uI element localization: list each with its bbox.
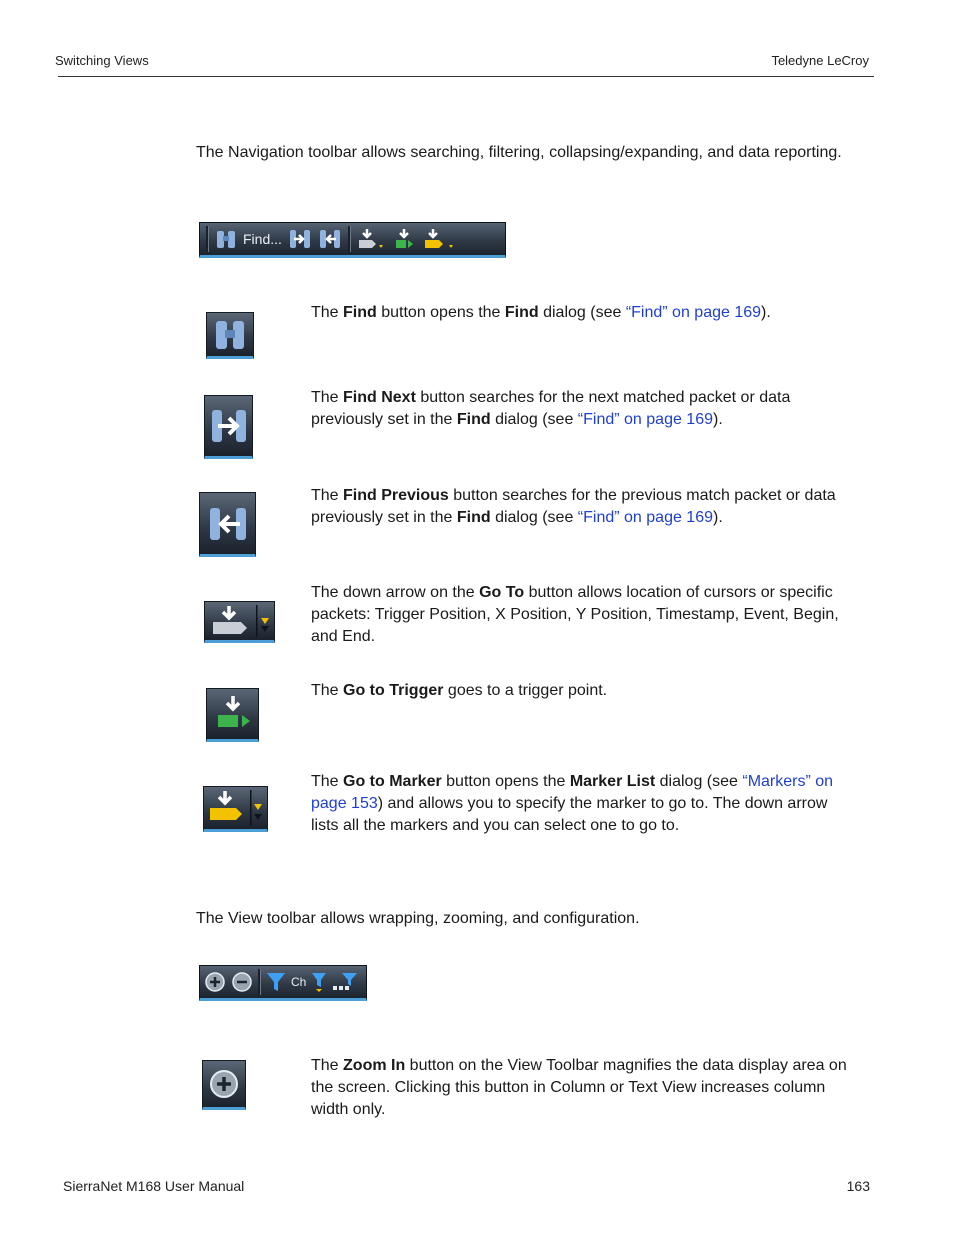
find-description [311,302,851,324]
term-find: Find [456,411,491,428]
running-header-section: Switching Views [55,53,149,68]
zoom-in-icon [208,1068,240,1100]
text-run: ). [761,304,771,321]
go-to-icon[interactable] [357,227,387,251]
navigation-intro: The Navigation toolbar allows searching, filtering, collapsing/expanding, and data reporting. [196,144,842,161]
term-find-next: Find Next [343,389,416,406]
text-run: ) and allows you to specify the marker to go to. The down arrow lists all the markers and you can select one to go to. [311,795,828,834]
go-to-icon [207,603,273,639]
find-label[interactable]: Find... [243,231,282,247]
term-go-to: Go To [479,584,525,601]
find-next-button-image [204,395,253,459]
find-next-icon[interactable] [288,228,312,250]
navigation-toolbar [199,222,506,258]
go-to-marker-icon [206,788,266,828]
channel-filter-label[interactable]: Ch [291,975,307,989]
term-zoom-in: Zoom In [343,1057,406,1074]
page-number: 163 [846,1178,870,1194]
find-next-icon [209,406,249,446]
term-find: Find [456,509,491,526]
toolbar-grip [206,226,209,252]
text-run: button opens the [376,304,505,321]
go-to-trigger-description [311,680,851,702]
go-to-trigger-icon [212,693,254,735]
text-run: The [311,304,344,321]
footer-manual-title: SierraNet M168 User Manual [63,1178,245,1194]
find-previous-button-image [199,492,256,557]
zoom-in-button-image [202,1060,246,1110]
go-to-description [311,582,851,648]
view-toolbar [199,965,367,1001]
text-run: button searches for the previous match packet or data previously set in the [311,487,836,526]
binoculars-icon[interactable] [215,228,237,250]
text-run: button allows location of cursors or specific packets: Trigger Position, X Position, Y Position, Timestamp, Event, Begin, and End. [311,584,839,645]
text-run: dialog (see [490,411,578,428]
find-previous-description [311,485,851,529]
go-to-button-image [204,601,275,643]
go-to-trigger-button-image [206,688,259,742]
go-to-marker-button-image [203,786,268,832]
channel-filter-icon[interactable] [311,971,327,993]
term-marker-list: Marker List [569,773,656,790]
zoom-in-description [311,1055,851,1121]
find-previous-icon[interactable] [318,228,342,250]
find-previous-icon [206,504,250,544]
header-rule [58,76,874,77]
text-run: The [311,1057,344,1074]
text-run: The down arrow on the [311,584,480,601]
term-find: Find [504,304,539,321]
go-to-trigger-icon[interactable] [393,227,417,251]
toolbar-separator [258,969,261,995]
zoom-in-icon[interactable] [204,971,226,993]
text-run: dialog (see [655,773,743,790]
text-run: The [311,682,344,699]
markers-page-link[interactable]: “Markers” on page 153 [311,773,834,812]
view-intro: The View toolbar allows wrapping, zooming, and configuration. [196,910,640,927]
text-run: The [311,487,344,504]
find-page-link[interactable]: “Find” on page 169 [625,304,762,321]
text-run: button on the View Toolbar magnifies the data display area on the screen. Clicking this button in Column or Text View increases column width only. [311,1057,847,1118]
filter-icon[interactable] [266,971,286,993]
running-header-company: Teledyne LeCroy [771,53,869,68]
go-to-marker-description [311,771,851,837]
term-find: Find [343,304,377,321]
term-go-to-marker: Go to Marker [343,773,442,790]
text-run: ). [713,411,723,428]
packet-filter-icon[interactable] [332,971,358,993]
text-run: dialog (see [490,509,578,526]
text-run: goes to a trigger point. [443,682,608,699]
go-to-marker-icon[interactable] [423,227,457,251]
zoom-out-icon[interactable] [231,971,253,993]
find-page-link[interactable]: “Find” on page 169 [577,509,713,526]
binoculars-icon [213,318,247,352]
term-find-previous: Find Previous [343,487,449,504]
text-run: dialog (see [538,304,626,321]
text-run: ). [713,509,723,526]
find-button-image [206,312,254,359]
text-run: button searches for the next matched packet or data previously set in the [311,389,791,428]
text-run: The [311,773,344,790]
term-go-to-trigger: Go to Trigger [343,682,444,699]
text-run: The [311,389,344,406]
find-page-link[interactable]: “Find” on page 169 [577,411,713,428]
find-next-description [311,387,851,431]
text-run: button opens the [441,773,570,790]
toolbar-separator [348,226,351,252]
